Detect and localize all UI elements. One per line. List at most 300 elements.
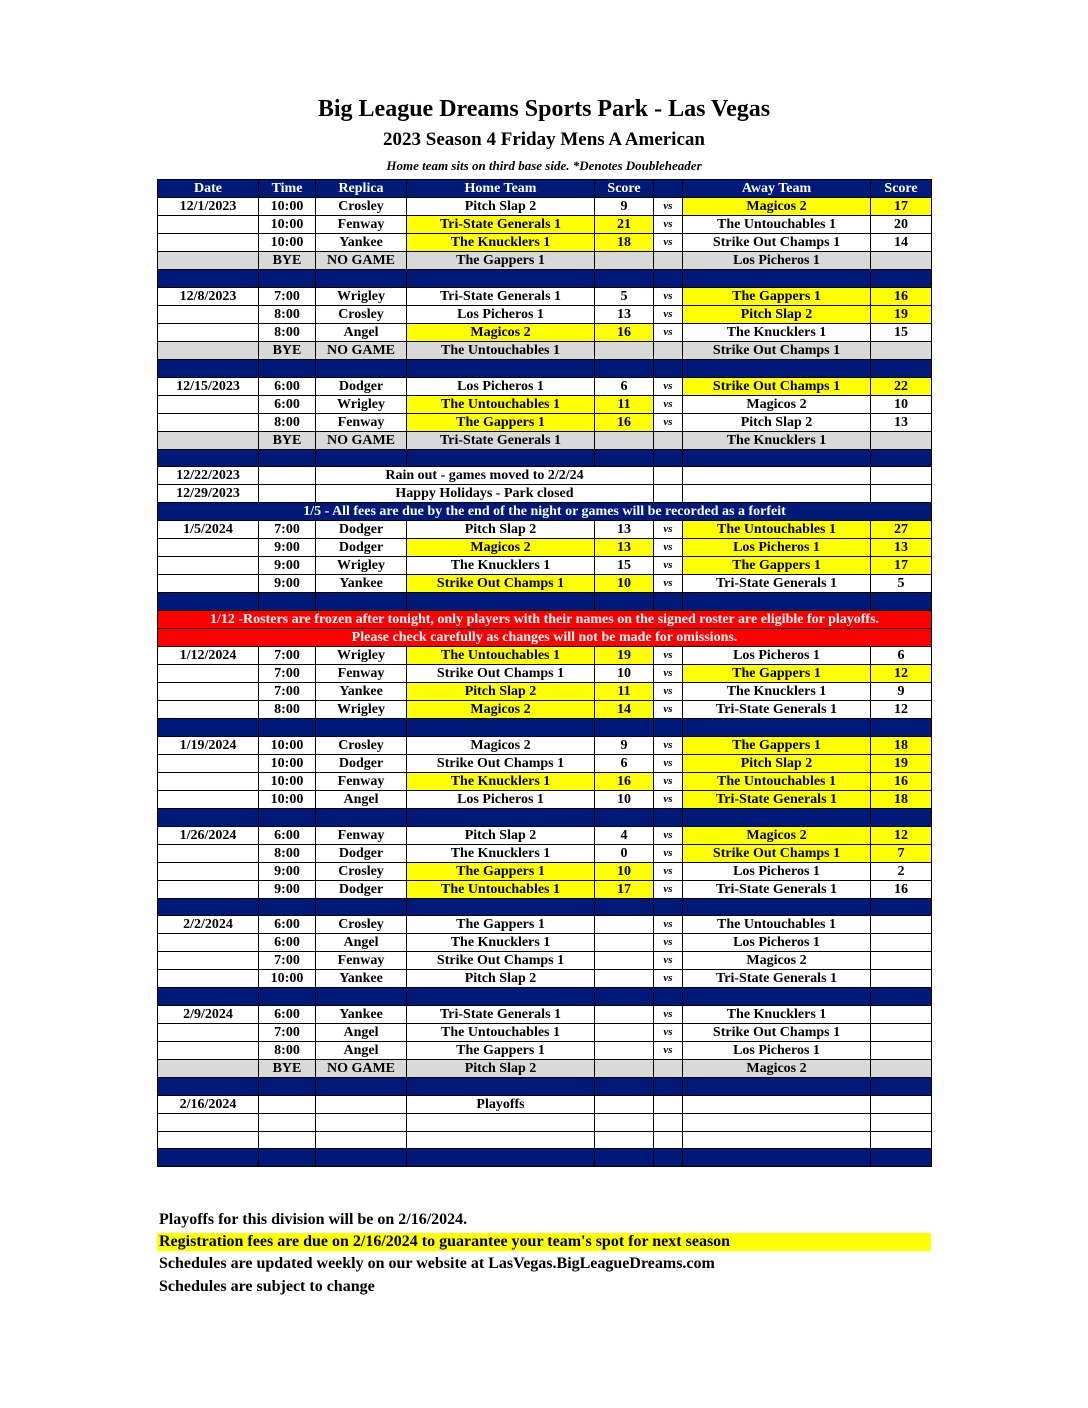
game-date <box>158 395 259 413</box>
home-score <box>595 970 654 988</box>
vs-cell <box>654 1095 683 1113</box>
bye-team-away: Los Picheros 1 <box>683 252 871 270</box>
spacer-cell <box>316 449 407 467</box>
vs-label: vs <box>654 880 683 898</box>
vs-label: vs <box>654 665 683 683</box>
game-replica: Yankee <box>316 234 407 252</box>
game-replica: Wrigley <box>316 701 407 719</box>
game-row <box>158 1042 932 1060</box>
game-date <box>158 323 259 341</box>
game-row <box>158 234 932 252</box>
away-team: The Knucklers 1 <box>683 683 871 701</box>
home-team: Strike Out Champs 1 <box>407 575 595 593</box>
game-row <box>158 772 932 790</box>
blank-row <box>158 1131 932 1149</box>
away-score: 16 <box>871 287 932 305</box>
spacer-cell <box>407 449 595 467</box>
vs-cell <box>654 431 683 449</box>
home-score <box>595 1024 654 1042</box>
home-score: 16 <box>595 772 654 790</box>
spacer-cell <box>158 449 259 467</box>
game-row <box>158 575 932 593</box>
game-replica: Fenway <box>316 826 407 844</box>
game-row <box>158 862 932 880</box>
spacer-cell <box>595 1149 654 1167</box>
spacer-row <box>158 270 932 288</box>
vs-cell <box>654 485 683 503</box>
home-score: 10 <box>595 665 654 683</box>
away-team: Strike Out Champs 1 <box>683 844 871 862</box>
home-score <box>595 916 654 934</box>
game-row <box>158 736 932 754</box>
game-date: 2/2/2024 <box>158 916 259 934</box>
blank-cell <box>259 1131 316 1149</box>
game-time: 7:00 <box>259 1024 316 1042</box>
game-time <box>259 467 316 485</box>
spacer-cell <box>316 270 407 288</box>
game-date <box>158 934 259 952</box>
vs-label: vs <box>654 736 683 754</box>
game-date: 1/19/2024 <box>158 736 259 754</box>
game-time: 10:00 <box>259 772 316 790</box>
away-team: Los Picheros 1 <box>683 539 871 557</box>
vs-label: vs <box>654 754 683 772</box>
away-score <box>871 1060 932 1078</box>
home-team: Magicos 2 <box>407 701 595 719</box>
spacer-cell <box>259 270 316 288</box>
game-time: 10:00 <box>259 970 316 988</box>
game-date: 12/8/2023 <box>158 287 259 305</box>
home-team: Magicos 2 <box>407 539 595 557</box>
home-score: 17 <box>595 880 654 898</box>
away-team: Tri-State Generals 1 <box>683 880 871 898</box>
game-row <box>158 826 932 844</box>
spacer-cell <box>683 449 871 467</box>
game-row <box>158 377 932 395</box>
vs-label: vs <box>654 772 683 790</box>
away-score <box>871 952 932 970</box>
spacer-cell <box>871 1149 932 1167</box>
vs-label: vs <box>654 287 683 305</box>
spacer-cell <box>871 719 932 737</box>
home-team: Strike Out Champs 1 <box>407 952 595 970</box>
game-date: 1/26/2024 <box>158 826 259 844</box>
blank-cell <box>407 1131 595 1149</box>
home-score: 13 <box>595 521 654 539</box>
game-replica: Wrigley <box>316 287 407 305</box>
spacer-cell <box>316 359 407 377</box>
game-time: 8:00 <box>259 701 316 719</box>
blank-cell <box>316 1113 407 1131</box>
game-date <box>158 970 259 988</box>
spacer-cell <box>871 898 932 916</box>
spacer-cell <box>595 988 654 1006</box>
game-row <box>158 287 932 305</box>
spacer-row <box>158 988 932 1006</box>
vs-cell <box>654 467 683 485</box>
game-time: 7:00 <box>259 647 316 665</box>
home-team: Magicos 2 <box>407 736 595 754</box>
game-row <box>158 1006 932 1024</box>
game-row <box>158 521 932 539</box>
game-time: 8:00 <box>259 413 316 431</box>
game-date <box>158 341 259 359</box>
home-score: 14 <box>595 701 654 719</box>
away-team: The Untouchables 1 <box>683 772 871 790</box>
game-replica: Angel <box>316 790 407 808</box>
home-score <box>595 252 654 270</box>
home-score: 4 <box>595 826 654 844</box>
spacer-cell <box>259 719 316 737</box>
blank-cell <box>158 1113 259 1131</box>
spacer-cell <box>871 988 932 1006</box>
away-score: 9 <box>871 683 932 701</box>
spacer-cell <box>158 359 259 377</box>
notice-text: 1/5 - All fees are due by the end of the night or games will be recorded as a forfeit <box>158 503 932 521</box>
spacer-cell <box>595 449 654 467</box>
spacer-cell <box>259 1078 316 1096</box>
spacer-cell <box>654 808 683 826</box>
game-date <box>158 772 259 790</box>
blank-cell <box>595 1131 654 1149</box>
away-team: Pitch Slap 2 <box>683 413 871 431</box>
away-team: The Untouchables 1 <box>683 521 871 539</box>
vs-label: vs <box>654 701 683 719</box>
away-score <box>871 1024 932 1042</box>
spacer-cell <box>871 359 932 377</box>
home-score: 16 <box>595 413 654 431</box>
game-replica: Angel <box>316 1024 407 1042</box>
away-team: Los Picheros 1 <box>683 1042 871 1060</box>
home-score <box>595 1042 654 1060</box>
spacer-cell <box>316 808 407 826</box>
game-date <box>158 234 259 252</box>
away-score: 16 <box>871 772 932 790</box>
home-team: Pitch Slap 2 <box>407 970 595 988</box>
col-header-date: Date <box>158 180 259 198</box>
game-row <box>158 539 932 557</box>
spacer-cell <box>158 270 259 288</box>
message-text: Rain out - games moved to 2/2/24 <box>316 467 654 485</box>
spacer-cell <box>316 1149 407 1167</box>
vs-label: vs <box>654 395 683 413</box>
away-score <box>871 485 932 503</box>
game-replica <box>316 1095 407 1113</box>
spacer-cell <box>595 593 654 611</box>
vs-label: vs <box>654 934 683 952</box>
col-header-replica: Replica <box>316 180 407 198</box>
game-row <box>158 216 932 234</box>
game-date: 12/15/2023 <box>158 377 259 395</box>
game-date <box>158 575 259 593</box>
page-subtitle: 2023 Season 4 Friday Mens A American <box>383 129 705 150</box>
game-replica: Wrigley <box>316 647 407 665</box>
footer-website-note: Schedules are updated weekly on our website at LasVegas.BigLeagueDreams.com <box>159 1255 715 1272</box>
game-time: 10:00 <box>259 216 316 234</box>
notice-row <box>158 503 932 521</box>
vs-label: vs <box>654 844 683 862</box>
spacer-cell <box>407 1078 595 1096</box>
away-score: 17 <box>871 557 932 575</box>
game-date <box>158 1024 259 1042</box>
game-row <box>158 952 932 970</box>
game-time <box>259 1095 316 1113</box>
spacer-cell <box>595 808 654 826</box>
away-team: The Gappers 1 <box>683 736 871 754</box>
blank-cell <box>654 1131 683 1149</box>
spacer-cell <box>158 808 259 826</box>
away-team: Magicos 2 <box>683 952 871 970</box>
home-team: Strike Out Champs 1 <box>407 754 595 772</box>
bye-label: BYE <box>259 252 316 270</box>
spacer-cell <box>871 1078 932 1096</box>
home-team: Los Picheros 1 <box>407 305 595 323</box>
vs-label: vs <box>654 790 683 808</box>
alert-row <box>158 611 932 629</box>
game-row <box>158 683 932 701</box>
game-replica: Dodger <box>316 539 407 557</box>
away-score <box>871 934 932 952</box>
game-replica: Fenway <box>316 216 407 234</box>
spacer-cell <box>316 593 407 611</box>
blank-cell <box>316 1131 407 1149</box>
game-date <box>158 790 259 808</box>
vs-label: vs <box>654 234 683 252</box>
home-team: Pitch Slap 2 <box>407 683 595 701</box>
game-time: 6:00 <box>259 395 316 413</box>
spacer-cell <box>407 988 595 1006</box>
table-header-row <box>158 180 932 198</box>
blank-cell <box>595 1113 654 1131</box>
game-date: 2/16/2024 <box>158 1095 259 1113</box>
home-score: 13 <box>595 305 654 323</box>
away-score: 15 <box>871 323 932 341</box>
game-date: 1/5/2024 <box>158 521 259 539</box>
vs-label: vs <box>654 826 683 844</box>
home-team: The Untouchables 1 <box>407 1024 595 1042</box>
game-time: 6:00 <box>259 916 316 934</box>
home-team: Magicos 2 <box>407 323 595 341</box>
spacer-cell <box>683 988 871 1006</box>
away-score: 19 <box>871 754 932 772</box>
vs-label: vs <box>654 413 683 431</box>
away-team: Tri-State Generals 1 <box>683 701 871 719</box>
game-time: 6:00 <box>259 1006 316 1024</box>
home-score: 16 <box>595 323 654 341</box>
game-time: 8:00 <box>259 323 316 341</box>
blank-cell <box>158 1131 259 1149</box>
col-header-home-score: Score <box>595 180 654 198</box>
away-score <box>871 970 932 988</box>
game-time: 6:00 <box>259 934 316 952</box>
home-score <box>595 1060 654 1078</box>
no-game-label: NO GAME <box>316 431 407 449</box>
vs-label: vs <box>654 377 683 395</box>
playoff-label: Playoffs <box>407 1095 595 1113</box>
spacer-cell <box>158 988 259 1006</box>
game-replica: Yankee <box>316 575 407 593</box>
col-header-vs <box>654 180 683 198</box>
home-team: The Gappers 1 <box>407 862 595 880</box>
game-date <box>158 539 259 557</box>
away-score <box>871 1006 932 1024</box>
game-date <box>158 557 259 575</box>
away-team: The Untouchables 1 <box>683 216 871 234</box>
away-score <box>871 341 932 359</box>
game-date <box>158 216 259 234</box>
bye-team-home: Pitch Slap 2 <box>407 1060 595 1078</box>
away-team: Los Picheros 1 <box>683 862 871 880</box>
vs-label: vs <box>654 216 683 234</box>
game-row <box>158 395 932 413</box>
home-team: The Knucklers 1 <box>407 772 595 790</box>
game-replica: Crosley <box>316 305 407 323</box>
blank-cell <box>407 1113 595 1131</box>
game-date <box>158 1060 259 1078</box>
footer-playoffs-note: Playoffs for this division will be on 2/16/2024. <box>159 1211 468 1228</box>
game-time: 10:00 <box>259 754 316 772</box>
game-time: 6:00 <box>259 826 316 844</box>
game-replica: Dodger <box>316 844 407 862</box>
home-team: The Knucklers 1 <box>407 234 595 252</box>
bye-label: BYE <box>259 341 316 359</box>
vs-label: vs <box>654 683 683 701</box>
away-team <box>683 467 871 485</box>
playoff-row <box>158 1095 932 1113</box>
bye-team-away: Magicos 2 <box>683 1060 871 1078</box>
spacer-row <box>158 898 932 916</box>
home-score: 6 <box>595 754 654 772</box>
away-team: The Gappers 1 <box>683 557 871 575</box>
away-score: 7 <box>871 844 932 862</box>
game-date <box>158 665 259 683</box>
spacer-cell <box>871 270 932 288</box>
game-date <box>158 952 259 970</box>
game-row <box>158 1024 932 1042</box>
home-team: Tri-State Generals 1 <box>407 216 595 234</box>
spacer-row <box>158 359 932 377</box>
vs-label: vs <box>654 916 683 934</box>
alert-text: 1/12 -Rosters are frozen after tonight, only players with their names on the signed roster are eligible for playoffs. <box>158 611 932 629</box>
game-date <box>158 431 259 449</box>
spacer-cell <box>871 808 932 826</box>
away-score: 18 <box>871 790 932 808</box>
spacer-cell <box>259 808 316 826</box>
spacer-cell <box>407 359 595 377</box>
spacer-cell <box>259 898 316 916</box>
spacer-cell <box>654 898 683 916</box>
alert-row <box>158 629 932 647</box>
game-date <box>158 844 259 862</box>
game-replica: Yankee <box>316 1006 407 1024</box>
home-score: 10 <box>595 862 654 880</box>
game-replica: Dodger <box>316 521 407 539</box>
game-time: 9:00 <box>259 862 316 880</box>
col-header-away-team: Away Team <box>683 180 871 198</box>
away-score: 12 <box>871 665 932 683</box>
spacer-cell <box>259 359 316 377</box>
game-row <box>158 305 932 323</box>
home-team: Tri-State Generals 1 <box>407 287 595 305</box>
vs-label: vs <box>654 557 683 575</box>
game-replica: Crosley <box>316 916 407 934</box>
game-date <box>158 413 259 431</box>
spacer-cell <box>683 593 871 611</box>
game-row <box>158 934 932 952</box>
no-game-label: NO GAME <box>316 252 407 270</box>
away-score <box>871 1042 932 1060</box>
home-team: The Untouchables 1 <box>407 647 595 665</box>
away-score <box>871 252 932 270</box>
home-score: 10 <box>595 575 654 593</box>
away-team: Strike Out Champs 1 <box>683 377 871 395</box>
away-team: Tri-State Generals 1 <box>683 575 871 593</box>
home-team: Los Picheros 1 <box>407 377 595 395</box>
spacer-cell <box>407 898 595 916</box>
away-team: Tri-State Generals 1 <box>683 970 871 988</box>
game-date <box>158 683 259 701</box>
blank-cell <box>871 1113 932 1131</box>
spacer-cell <box>407 593 595 611</box>
spacer-cell <box>407 808 595 826</box>
vs-cell <box>654 252 683 270</box>
game-replica: Yankee <box>316 683 407 701</box>
away-score <box>871 916 932 934</box>
game-replica: Dodger <box>316 880 407 898</box>
spacer-cell <box>259 449 316 467</box>
vs-cell <box>654 1060 683 1078</box>
schedule-table <box>157 179 932 1167</box>
footer-registration-note: Registration fees are due on 2/16/2024 to guarantee your team's spot for next season <box>157 1233 931 1251</box>
spacer-cell <box>683 359 871 377</box>
schedule-body <box>158 198 932 1167</box>
game-replica: Dodger <box>316 377 407 395</box>
spacer-cell <box>654 719 683 737</box>
spacer-cell <box>683 898 871 916</box>
blank-cell <box>259 1113 316 1131</box>
game-date: 12/22/2023 <box>158 467 259 485</box>
game-row <box>158 754 932 772</box>
vs-label: vs <box>654 952 683 970</box>
away-team: Pitch Slap 2 <box>683 305 871 323</box>
bye-team-away: The Knucklers 1 <box>683 431 871 449</box>
away-score: 2 <box>871 862 932 880</box>
home-score <box>595 1006 654 1024</box>
game-row <box>158 323 932 341</box>
game-time: 7:00 <box>259 952 316 970</box>
spacer-row <box>158 719 932 737</box>
col-header-time: Time <box>259 180 316 198</box>
bye-team-home: The Gappers 1 <box>407 252 595 270</box>
away-team <box>683 1095 871 1113</box>
game-time: 10:00 <box>259 736 316 754</box>
game-replica: Dodger <box>316 754 407 772</box>
blank-row <box>158 1113 932 1131</box>
game-replica: Yankee <box>316 970 407 988</box>
spacer-cell <box>316 898 407 916</box>
away-team: Magicos 2 <box>683 198 871 216</box>
away-team: The Gappers 1 <box>683 665 871 683</box>
away-score: 14 <box>871 234 932 252</box>
game-row <box>158 647 932 665</box>
away-team: Magicos 2 <box>683 826 871 844</box>
home-team: The Gappers 1 <box>407 916 595 934</box>
spacer-cell <box>407 1149 595 1167</box>
game-date <box>158 754 259 772</box>
home-team: The Knucklers 1 <box>407 844 595 862</box>
away-team: Pitch Slap 2 <box>683 754 871 772</box>
no-game-label: NO GAME <box>316 341 407 359</box>
